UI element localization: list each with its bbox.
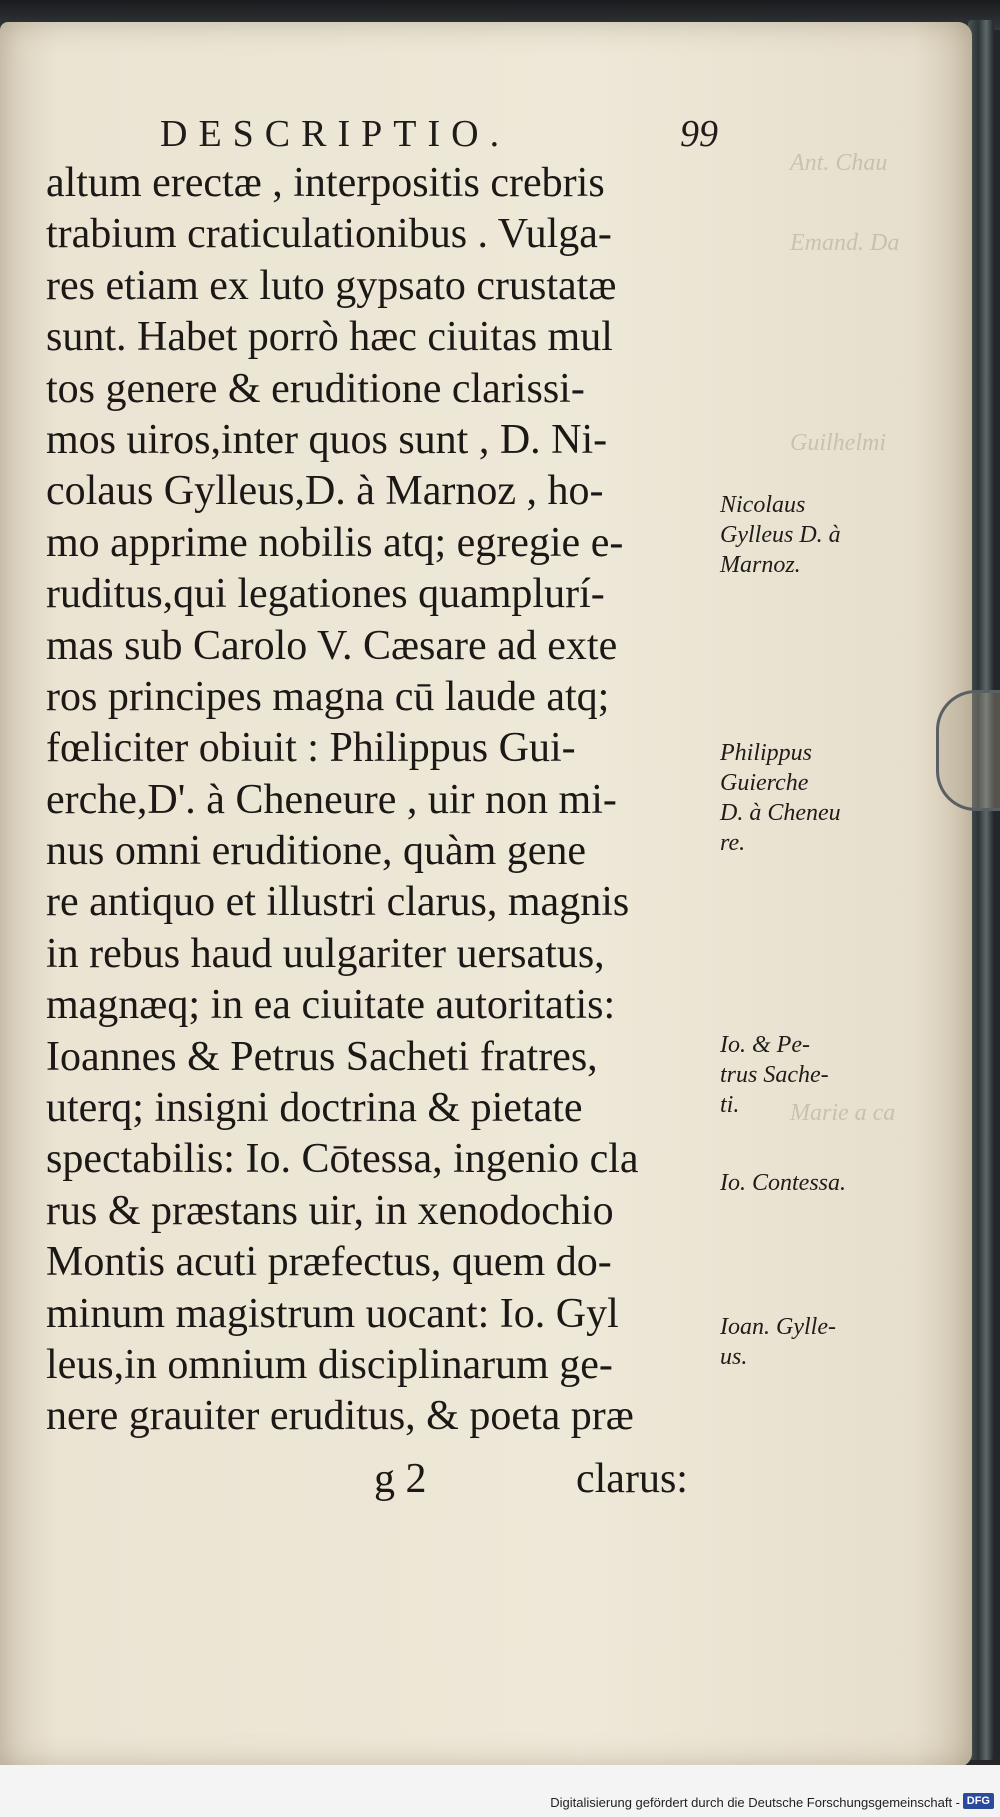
text-line: trabium craticulationibus . Vulga- xyxy=(46,211,612,258)
digitization-credit: Digitalisierung gefördert durch die Deutsche Forschungsgemeinschaft - xyxy=(550,1795,960,1810)
show-through-text: Emand. Da xyxy=(790,230,900,256)
text-line: mas sub Carolo V. Cæsare ad exte xyxy=(46,622,618,669)
dfg-logo: DFG xyxy=(963,1793,994,1809)
text-line: spectabilis: Io. Cōtessa, ingenio cla xyxy=(46,1136,639,1183)
text-line: minum magistrum uocant: Io. Gyl xyxy=(46,1290,619,1337)
text-line: colaus Gylleus,D. à Marnoz , ho- xyxy=(46,468,604,515)
marginal-note-contessa: Io. Contessa. xyxy=(720,1170,846,1196)
text-line: re antiquo et illustri clarus, magnis xyxy=(46,879,630,926)
text-line: ros principes magna cū laude atq; xyxy=(46,673,610,720)
marginal-note-sacheti: Io. & Pe- trus Sache- ti. xyxy=(720,1032,829,1118)
text-line: fœliciter obiuit : Philippus Gui- xyxy=(46,725,576,772)
text-line: leus,in omnium disciplinarum ge- xyxy=(46,1341,613,1388)
text-line: nus omni eruditione, quàm gene xyxy=(46,828,587,875)
body-text xyxy=(46,158,726,1443)
text-line: altum erectæ , interpositis crebris xyxy=(46,160,605,206)
text-line: Montis acuti præfectus, quem do- xyxy=(46,1239,612,1286)
page-clip xyxy=(936,690,1000,811)
show-through-text: Guilhelmi xyxy=(790,430,886,456)
show-through-text: Marie a ca xyxy=(790,1100,896,1126)
page-header xyxy=(160,112,720,155)
text-line: nere grauiter eruditus, & poeta præ xyxy=(46,1393,634,1440)
page-number: 99 xyxy=(680,113,718,155)
text-line: mos uiros,inter quos sunt , D. Ni- xyxy=(46,416,608,463)
text-line: sunt. Habet porrò hæc ciuitas mul xyxy=(46,314,613,361)
marginal-note-nicolaus: Nicolaus Gylleus D. à Marnoz. xyxy=(720,492,841,578)
text-line: ruditus,qui legationes quamplurí- xyxy=(46,571,605,618)
show-through-text: Ant. Chau xyxy=(790,150,888,176)
catchword: clarus: xyxy=(576,1456,688,1502)
text-line: Ioannes & Petrus Sacheti fratres, xyxy=(46,1033,598,1080)
text-line: magnæq; in ea ciuitate autoritatis: xyxy=(46,982,616,1029)
marginal-note-philippus: Philippus Guierche D. à Cheneu re. xyxy=(720,740,841,856)
signature-mark: g 2 xyxy=(374,1456,427,1502)
text-line: erche,D'. à Cheneure , uir non mi- xyxy=(46,776,617,823)
text-line: rus & præstans uir, in xenodochio xyxy=(46,1187,614,1234)
text-line: in rebus haud uulgariter uersatus, xyxy=(46,930,605,977)
running-head: DESCRIPTIO. xyxy=(160,113,511,155)
text-line: uterq; insigni doctrina & pietate xyxy=(46,1085,583,1132)
text-line: tos genere & eruditione clarissi- xyxy=(46,365,585,412)
marginal-note-gylleus: Ioan. Gylle- us. xyxy=(720,1314,836,1370)
text-line: mo apprime nobilis atq; egregie e- xyxy=(46,519,624,566)
page-footer-line xyxy=(370,1455,730,1505)
text-line: res etiam ex luto gypsato crustatæ xyxy=(46,262,617,309)
